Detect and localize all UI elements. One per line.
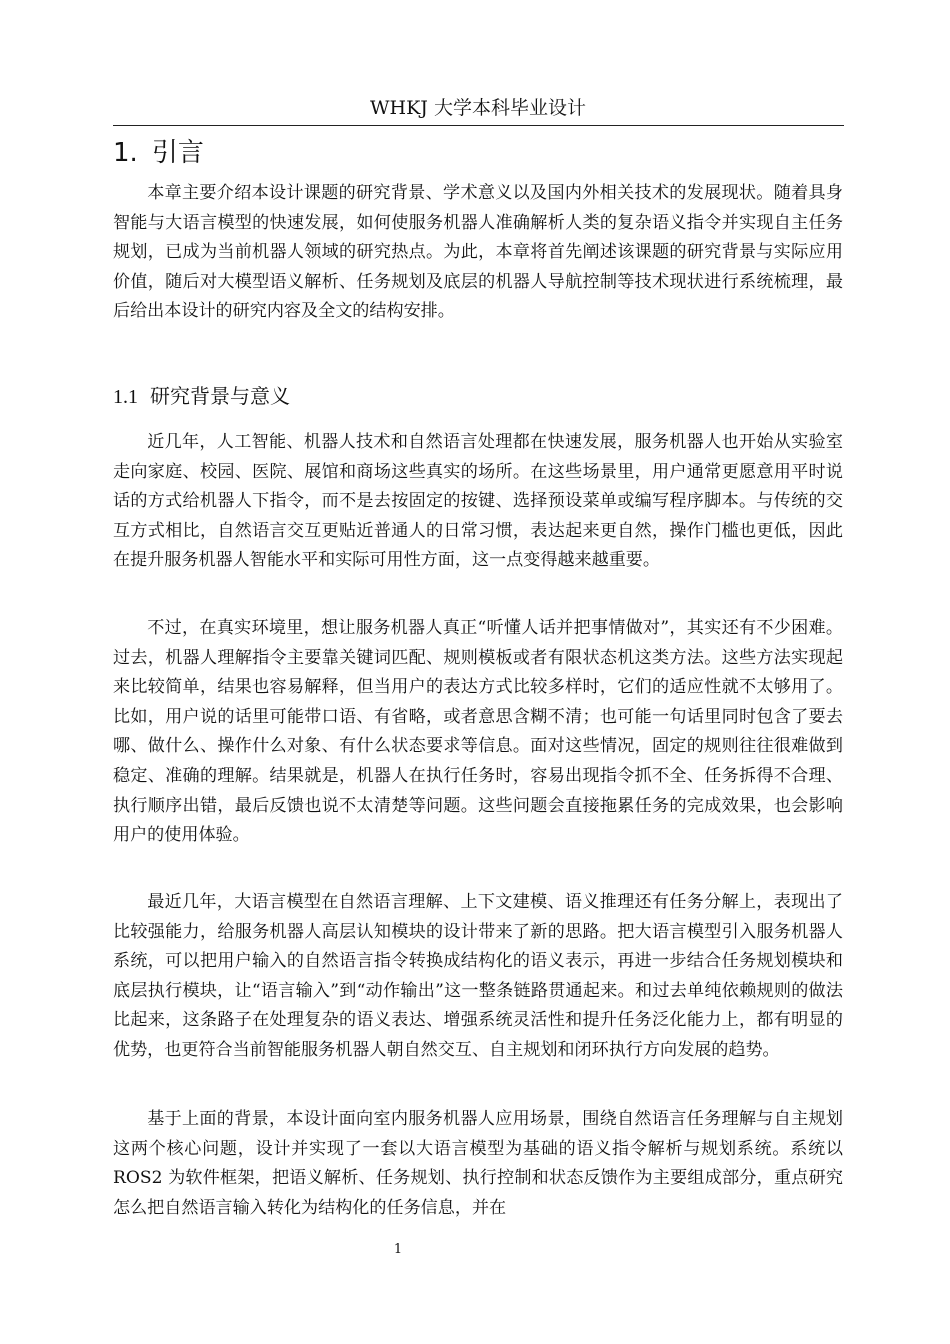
chapter-title-text: 引言 [151,138,204,168]
chapter-number: 1. [113,138,138,168]
body-paragraph: 近几年，人工智能、机器人技术和自然语言处理都在快速发展，服务机器人也开始从实验室走向家庭、校园、医院、展馆和商场这些真实的场所。在这些场景里，用户通常更愿意用平时说话的方式给机器人下指令，而不是去按固定的按键、选择预设菜单或编写程序脚本。与传统的交互方式相比，自然语言交互更贴近普通人的日常习惯，表达起来更自然，操作门槛也更低，因此在提升服务机器人智能水平和实际可用性方面，这一点变得越来越重要。 [113,432,843,571]
section-title-text: 研究背景与意义 [150,384,290,408]
chapter-title [113,136,204,170]
header-rule [113,125,844,126]
body-paragraph: 最近几年，大语言模型在自然语言理解、上下文建模、语义推理还有任务分解上，表现出了比较强能力，给服务机器人高层认知模块的设计带来了新的思路。把大语言模型引入服务机器人系统，可以把用户输入的自然语言指令转换成结构化的语义表示，再进一步结合任务规划模块和底层执行模块，让“语言输入”到“动作输出”这一整条链路贯通起来。和过去单纯依赖规则的做法比起来，这条路子在处理复杂的语义表达、增强系统灵活性和提升任务泛化能力上，都有明显的优势，也更符合当前智能服务机器人朝自然交互、自主规划和闭环执行方向发展的趋势。 [113,892,843,1060]
page-number: 1 [393,1242,403,1257]
intro-paragraph: 本章主要介绍本设计课题的研究背景、学术意义以及国内外相关技术的发展现状。随着具身智能与大语言模型的快速发展，如何使服务机器人准确解析人类的复杂语义指令并实现自主任务规划，已成为当前机器人领域的研究热点。为此，本章将首先阐述该课题的研究背景与实际应用价值，随后对大模型语义解析、任务规划及底层的机器人导航控制等技术现状进行系统梳理，最后给出本设计的研究内容及全文的结构安排。 [113,183,843,322]
section-number: 1.1 [113,386,138,408]
body-paragraph: 不过，在真实环境里，想让服务机器人真正“听懂人话并把事情做对”，其实还有不少困难。过去，机器人理解指令主要靠关键词匹配、规则模板或者有限状态机这类方法。这些方法实现起来比较简单，结果也容易解释，但当用户的表达方式比较多样时，它们的适应性就不太够用了。比如，用户说的话里可能带口语、有省略，或者意思含糊不清；也可能一句话里同时包含了要去哪、做什么、操作什么对象、有什么状态要求等信息。面对这些情况，固定的规则往往很难做到稳定、准确的理解。结果就是，机器人在执行任务时，容易出现指令抓不全、任务拆得不合理、执行顺序出错，最后反馈也说不太清楚等问题。这些问题会直接拖累任务的完成效果，也会影响用户的使用体验。 [113,618,843,846]
running-header: WHKJ 大学本科毕业设计 [370,97,586,119]
section-title [113,381,290,412]
body-paragraph: 基于上面的背景，本设计面向室内服务机器人应用场景，围绕自然语言任务理解与自主规划这两个核心问题，设计并实现了一套以大语言模型为基础的语义指令解析与规划系统。系统以 ROS2 为软件框架，把语义解析、任务规划、执行控制和状态反馈作为主要组成部分，重点研究怎么把自然语言输入转化为结构化的任务信息，并在 [113,1109,843,1218]
